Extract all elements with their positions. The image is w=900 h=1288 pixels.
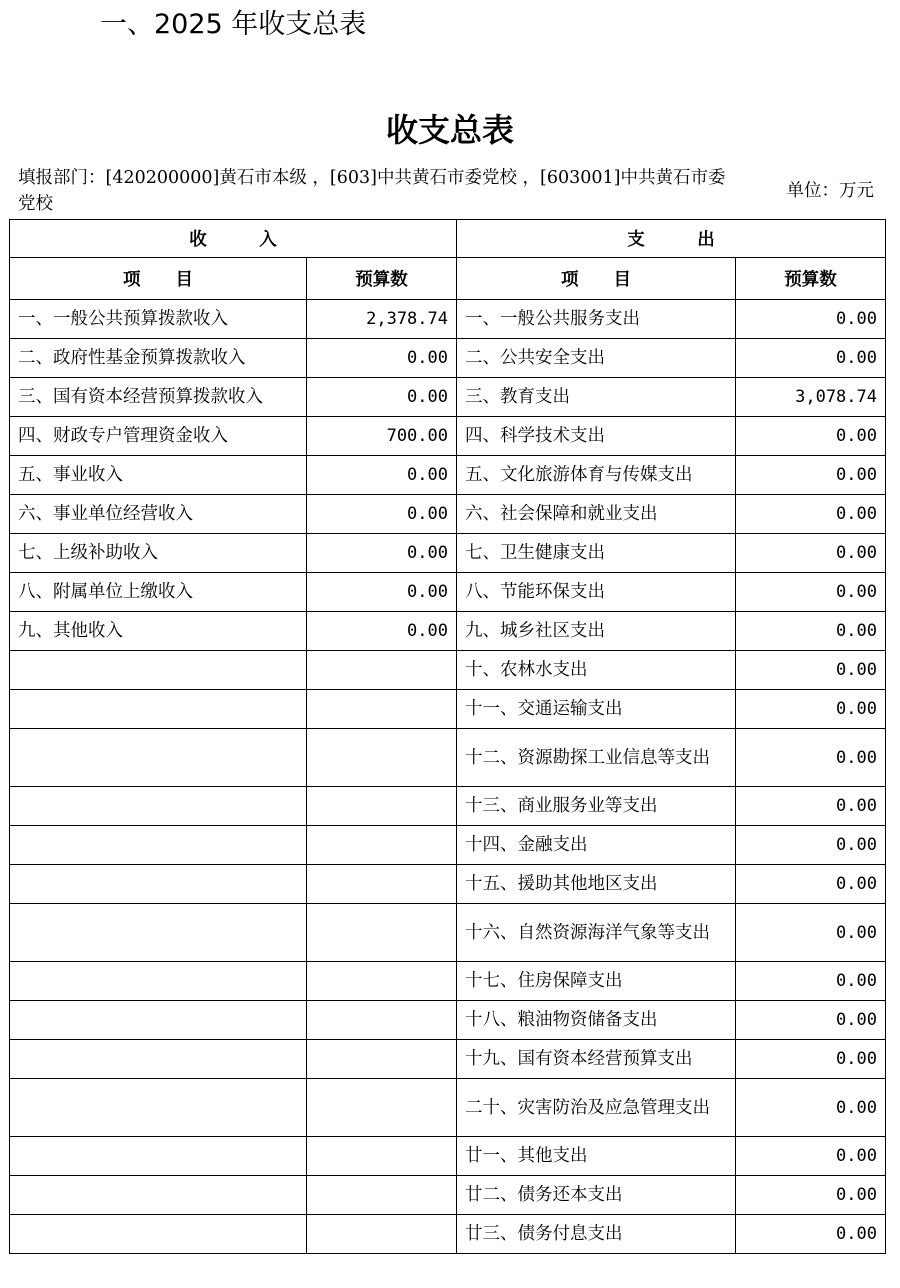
income-amount-cell [307,729,457,787]
income-item-cell: 八、附属单位上缴收入 [10,573,307,612]
table-row [10,456,886,495]
income-amount-cell [307,1215,457,1254]
table-row [10,417,886,456]
table-column-header-row [10,258,886,300]
income-amount-cell [307,1001,457,1040]
expense-amount-cell: 0.00 [736,904,886,962]
expense-amount-cell: 0.00 [736,534,886,573]
income-amount-cell: 2,378.74 [307,300,457,339]
income-amount-cell [307,1079,457,1137]
income-amount-cell [307,904,457,962]
income-amount-cell: 0.00 [307,339,457,378]
income-amount-cell: 0.00 [307,456,457,495]
income-item-cell [10,1079,307,1137]
table-row [10,865,886,904]
expense-item-header: 项 目 [457,258,736,300]
income-item-header: 项 目 [10,258,307,300]
expense-amount-cell: 0.00 [736,651,886,690]
income-item-cell [10,1001,307,1040]
expense-item-cell: 十四、金融支出 [457,826,736,865]
table-row [10,1001,886,1040]
expense-amount-cell: 0.00 [736,612,886,651]
table-row [10,495,886,534]
table-row [10,1176,886,1215]
income-amount-cell [307,865,457,904]
income-item-cell [10,690,307,729]
income-item-cell [10,651,307,690]
expense-item-cell: 二十、灾害防治及应急管理支出 [457,1079,736,1137]
expense-item-cell: 十、农林水支出 [457,651,736,690]
income-amount-cell [307,651,457,690]
income-item-cell [10,787,307,826]
income-item-cell: 六、事业单位经营收入 [10,495,307,534]
income-amount-cell [307,826,457,865]
income-item-cell: 四、财政专户管理资金收入 [10,417,307,456]
income-amount-cell [307,962,457,1001]
income-item-cell [10,729,307,787]
income-amount-cell [307,1176,457,1215]
expense-item-cell: 十九、国有资本经营预算支出 [457,1040,736,1079]
income-amount-cell: 0.00 [307,495,457,534]
expense-amount-cell: 0.00 [736,339,886,378]
expense-item-cell: 五、文化旅游体育与传媒支出 [457,456,736,495]
table-row [10,1215,886,1254]
expense-item-cell: 十二、资源勘探工业信息等支出 [457,729,736,787]
expense-amount-cell: 0.00 [736,1176,886,1215]
budget-summary-table [9,219,886,1254]
table-row [10,1137,886,1176]
expense-item-cell: 廿三、债务付息支出 [457,1215,736,1254]
table-row [10,300,886,339]
income-amount-cell: 700.00 [307,417,457,456]
expense-item-cell: 十六、自然资源海洋气象等支出 [457,904,736,962]
income-item-cell: 三、国有资本经营预算拨款收入 [10,378,307,417]
expense-item-cell: 七、卫生健康支出 [457,534,736,573]
income-amount-cell [307,1040,457,1079]
table-row [10,962,886,1001]
expense-item-cell: 十三、商业服务业等支出 [457,787,736,826]
expense-amount-cell: 0.00 [736,495,886,534]
income-amount-cell [307,787,457,826]
expense-amount-cell: 0.00 [736,787,886,826]
expense-amount-cell: 0.00 [736,690,886,729]
expense-amount-cell: 0.00 [736,865,886,904]
table-row [10,904,886,962]
table-row [10,690,886,729]
table-row [10,729,886,787]
reporting-department: 填报部门：[420200000]黄石市本级 ，[603]中共黄石市委党校 ，[603001]中共黄石市委党校 [18,168,726,214]
table-row [10,826,886,865]
expense-amount-header: 预算数 [736,258,886,300]
expense-amount-cell: 0.00 [736,417,886,456]
section-heading: 一、2025 年收支总表 [100,9,367,40]
expense-item-cell: 十五、援助其他地区支出 [457,865,736,904]
expense-amount-cell: 0.00 [736,300,886,339]
table-group-header-row [10,220,886,258]
income-group-header: 收 入 [10,220,457,258]
table-row [10,612,886,651]
expense-item-cell: 廿一、其他支出 [457,1137,736,1176]
table-row [10,339,886,378]
income-item-cell [10,826,307,865]
expense-amount-cell: 0.00 [736,826,886,865]
table-row [10,573,886,612]
table-row [10,378,886,417]
expense-item-cell: 廿二、债务还本支出 [457,1176,736,1215]
income-amount-cell [307,1137,457,1176]
income-item-cell: 七、上级补助收入 [10,534,307,573]
income-item-cell [10,1215,307,1254]
income-amount-cell [307,690,457,729]
expense-amount-cell: 0.00 [736,1079,886,1137]
expense-item-cell: 三、教育支出 [457,378,736,417]
expense-amount-cell: 0.00 [736,729,886,787]
table-row [10,1040,886,1079]
expense-item-cell: 十七、住房保障支出 [457,962,736,1001]
income-amount-cell: 0.00 [307,573,457,612]
expense-item-cell: 十八、粮油物资储备支出 [457,1001,736,1040]
income-item-cell: 一、一般公共预算拨款收入 [10,300,307,339]
expense-item-cell: 八、节能环保支出 [457,573,736,612]
income-item-cell [10,1137,307,1176]
expense-group-header: 支 出 [457,220,886,258]
table-row [10,651,886,690]
income-amount-cell: 0.00 [307,612,457,651]
table-row [10,534,886,573]
income-amount-header: 预算数 [307,258,457,300]
expense-item-cell: 九、城乡社区支出 [457,612,736,651]
expense-amount-cell: 0.00 [736,1137,886,1176]
expense-item-cell: 四、科学技术支出 [457,417,736,456]
table-row [10,787,886,826]
income-item-cell: 二、政府性基金预算拨款收入 [10,339,307,378]
expense-item-cell: 二、公共安全支出 [457,339,736,378]
table-row [10,1079,886,1137]
income-item-cell: 五、事业收入 [10,456,307,495]
table-body [10,300,886,1254]
expense-amount-cell: 0.00 [736,1215,886,1254]
income-item-cell [10,1040,307,1079]
income-item-cell: 九、其他收入 [10,612,307,651]
income-amount-cell: 0.00 [307,378,457,417]
income-item-cell [10,962,307,1001]
income-item-cell [10,904,307,962]
expense-amount-cell: 0.00 [736,456,886,495]
expense-amount-cell: 0.00 [736,573,886,612]
income-amount-cell: 0.00 [307,534,457,573]
page-title: 收支总表 [385,111,514,149]
income-item-cell [10,1176,307,1215]
expense-amount-cell: 3,078.74 [736,378,886,417]
unit-label: 单位：万元 [786,181,874,201]
expense-amount-cell: 0.00 [736,1040,886,1079]
income-item-cell [10,865,307,904]
expense-amount-cell: 0.00 [736,962,886,1001]
expense-item-cell: 十一、交通运输支出 [457,690,736,729]
expense-item-cell: 六、社会保障和就业支出 [457,495,736,534]
expense-item-cell: 一、一般公共服务支出 [457,300,736,339]
expense-amount-cell: 0.00 [736,1001,886,1040]
